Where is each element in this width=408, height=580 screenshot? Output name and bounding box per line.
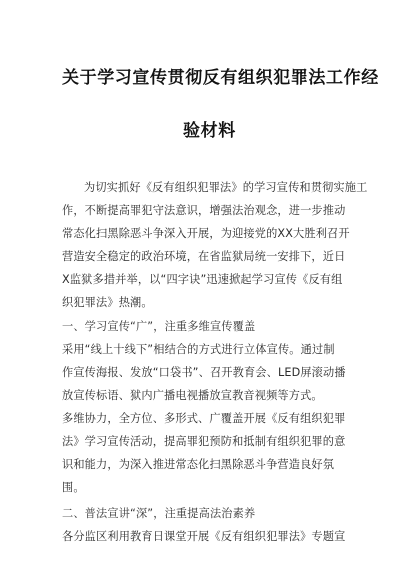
body-line-10: 多维协力，全方位、多形式、广覆盖开展《反有组织犯罪 (62, 412, 346, 425)
body-line-7: 采用“线上十线下”相结合的方式进行立体宣传。通过制 (62, 343, 335, 356)
body-line-13: 围。 (62, 481, 85, 494)
body-line-4: 营造安全稳定的政治环境，在省监狱局统一安排下，近日 (62, 250, 346, 263)
body-line-1: 为切实抓好《反有组织犯罪法》的学习宣传和贯彻实施工 (84, 181, 368, 194)
section-heading-2: 二、普法宣讲“深”，注重提高法治素养 (62, 507, 256, 520)
body-line-11: 法》学习宣传活动，提高罪犯预防和抵制有组织犯罪的意 (62, 435, 346, 448)
body-line-3: 常态化扫黑除恶斗争深入开展，为迎接党的XX大胜利召开 (62, 227, 350, 240)
body-line-5: X监狱多措并举，以“四字诀”迅速掀起学习宣传《反有组 (62, 273, 343, 286)
body-line-14: 各分监区利用教育日课堂开展《反有组织犯罪法》专题宣 (62, 530, 346, 543)
body-line-12: 识和能力，为深入推进常态化扫黑除恶斗争营造良好氛 (62, 458, 335, 471)
document-title-line-1: 关于学习宣传贯彻反有组织犯罪法工作经 (62, 68, 379, 88)
body-line-9: 放宣传标语、狱内广播电视播放宣教音视频等方式。 (62, 389, 323, 402)
body-line-8: 作宣传海报、发放“口袋书”、召开教育会、LED屏滚动播 (62, 366, 346, 379)
body-line-6: 织犯罪法》热潮。 (62, 296, 153, 309)
section-heading-1: 一、学习宣传“广”，注重多维宣传覆盖 (62, 320, 256, 333)
body-line-2: 作，不断提高罪犯守法意识，增强法治观念，进一步推动 (62, 204, 346, 217)
document-title-line-2: 验材料 (183, 121, 236, 141)
